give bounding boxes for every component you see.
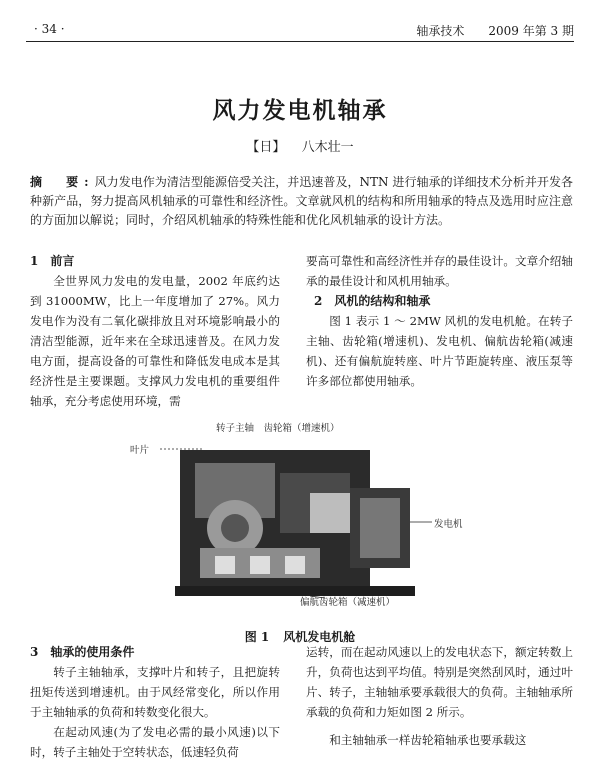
running-header xyxy=(26,20,574,40)
section-1-paragraph-1: 全世界风力发电的发电量，2002 年底约达到 31000MW，比上一年度增加了 27%。风力发电作为没有二氧化碳排放且对环境影响最小的清洁型能源，近年来在全球迅速普及。在风力发电方面，提高设备的可靠性和降低发电成本是其经济性是主要课题。支撑风力发电机的重要组件轴承，充分考虑使用环境，需 xyxy=(30,274,280,408)
journal-issue: 轴承技术 2009 年第 3 期 xyxy=(416,24,574,38)
figure-label-yaw: 偏航齿轮箱（减速机） xyxy=(300,597,396,608)
article-title: 风力发电机轴承 xyxy=(212,97,388,124)
author-name: 八木壮一 xyxy=(301,140,354,155)
left-column-bottom xyxy=(30,642,280,762)
section-2-paragraph-1: 图 1 表示 1 ～ 2MW 风机的发电机舱。在转子主轴、齿轮箱(增速机)、发电机、偏航齿轮箱(减速机)、还有偏航旋转座、叶片节距旋转座、液压泵等许多部位都使用轴承。 xyxy=(306,314,573,388)
figure-caption-number: 图 1 xyxy=(244,630,270,644)
figure-label-top: 转子主轴 齿轮箱（增速机） xyxy=(216,423,340,434)
section-3-heading: 3 轴承的使用条件 xyxy=(30,645,135,659)
section-3-paragraph-3: 运转，而在起动风速以上的发电状态下，额定转数上升，负荷也达到平均值。特别是突然刮风时，通过叶片、转子，主轴轴承要承载很大的负荷。主轴轴承所承载的负荷和力矩如图 2 所示。 xyxy=(306,645,573,719)
section-3-paragraph-2: 在起动风速(为了发电必需的最小风速)以下时，转子主轴处于空转状态，低速轻负荷 xyxy=(30,725,280,759)
section-1-heading: 1 前言 xyxy=(30,254,75,268)
author-line xyxy=(0,136,600,155)
left-column-top xyxy=(30,251,280,411)
figure-caption-text: 风机发电机舱 xyxy=(283,630,356,644)
section-3-paragraph-1: 转子主轴轴承，支撑叶片和转子，且把旋转扭矩传送到增速机。由于风经常变化，所以作用于主轴轴承的负荷和转数变化很大。 xyxy=(30,665,280,719)
section-3-paragraph-4: 和主轴轴承一样齿轮箱轴承也要承载这 xyxy=(329,733,527,747)
section-2-heading: 2 风机的结构和轴承 xyxy=(314,294,431,308)
right-column-bottom xyxy=(306,642,573,750)
figure-1 xyxy=(120,418,480,628)
section-1-paragraph-2: 要高可靠性和高经济性并存的最佳设计。文章介绍轴承的最佳设计和风机用轴承。 xyxy=(306,254,573,288)
figure-label-generator: 发电机 xyxy=(434,519,463,530)
abstract xyxy=(30,173,573,230)
figure-label-blade: 叶片 xyxy=(130,445,150,456)
page-number: · 34 · xyxy=(34,22,65,36)
author-country: 【日】 xyxy=(246,140,286,155)
abstract-label: 摘 要: xyxy=(30,175,95,189)
header-rule xyxy=(26,41,574,42)
abstract-text: 风力发电作为清洁型能源倍受关注，并迅速普及，NTN 进行轴承的详细技术分析并开发各种新产品，努力提高风机轴承的可靠性和经济性。文章就风机的结构和所用轴承的特点及选用时应注意的方面加以解说；同时，介绍风机轴承的特殊性能和优化风机轴承的设计方法。 xyxy=(30,175,573,227)
right-column-top xyxy=(306,251,573,391)
